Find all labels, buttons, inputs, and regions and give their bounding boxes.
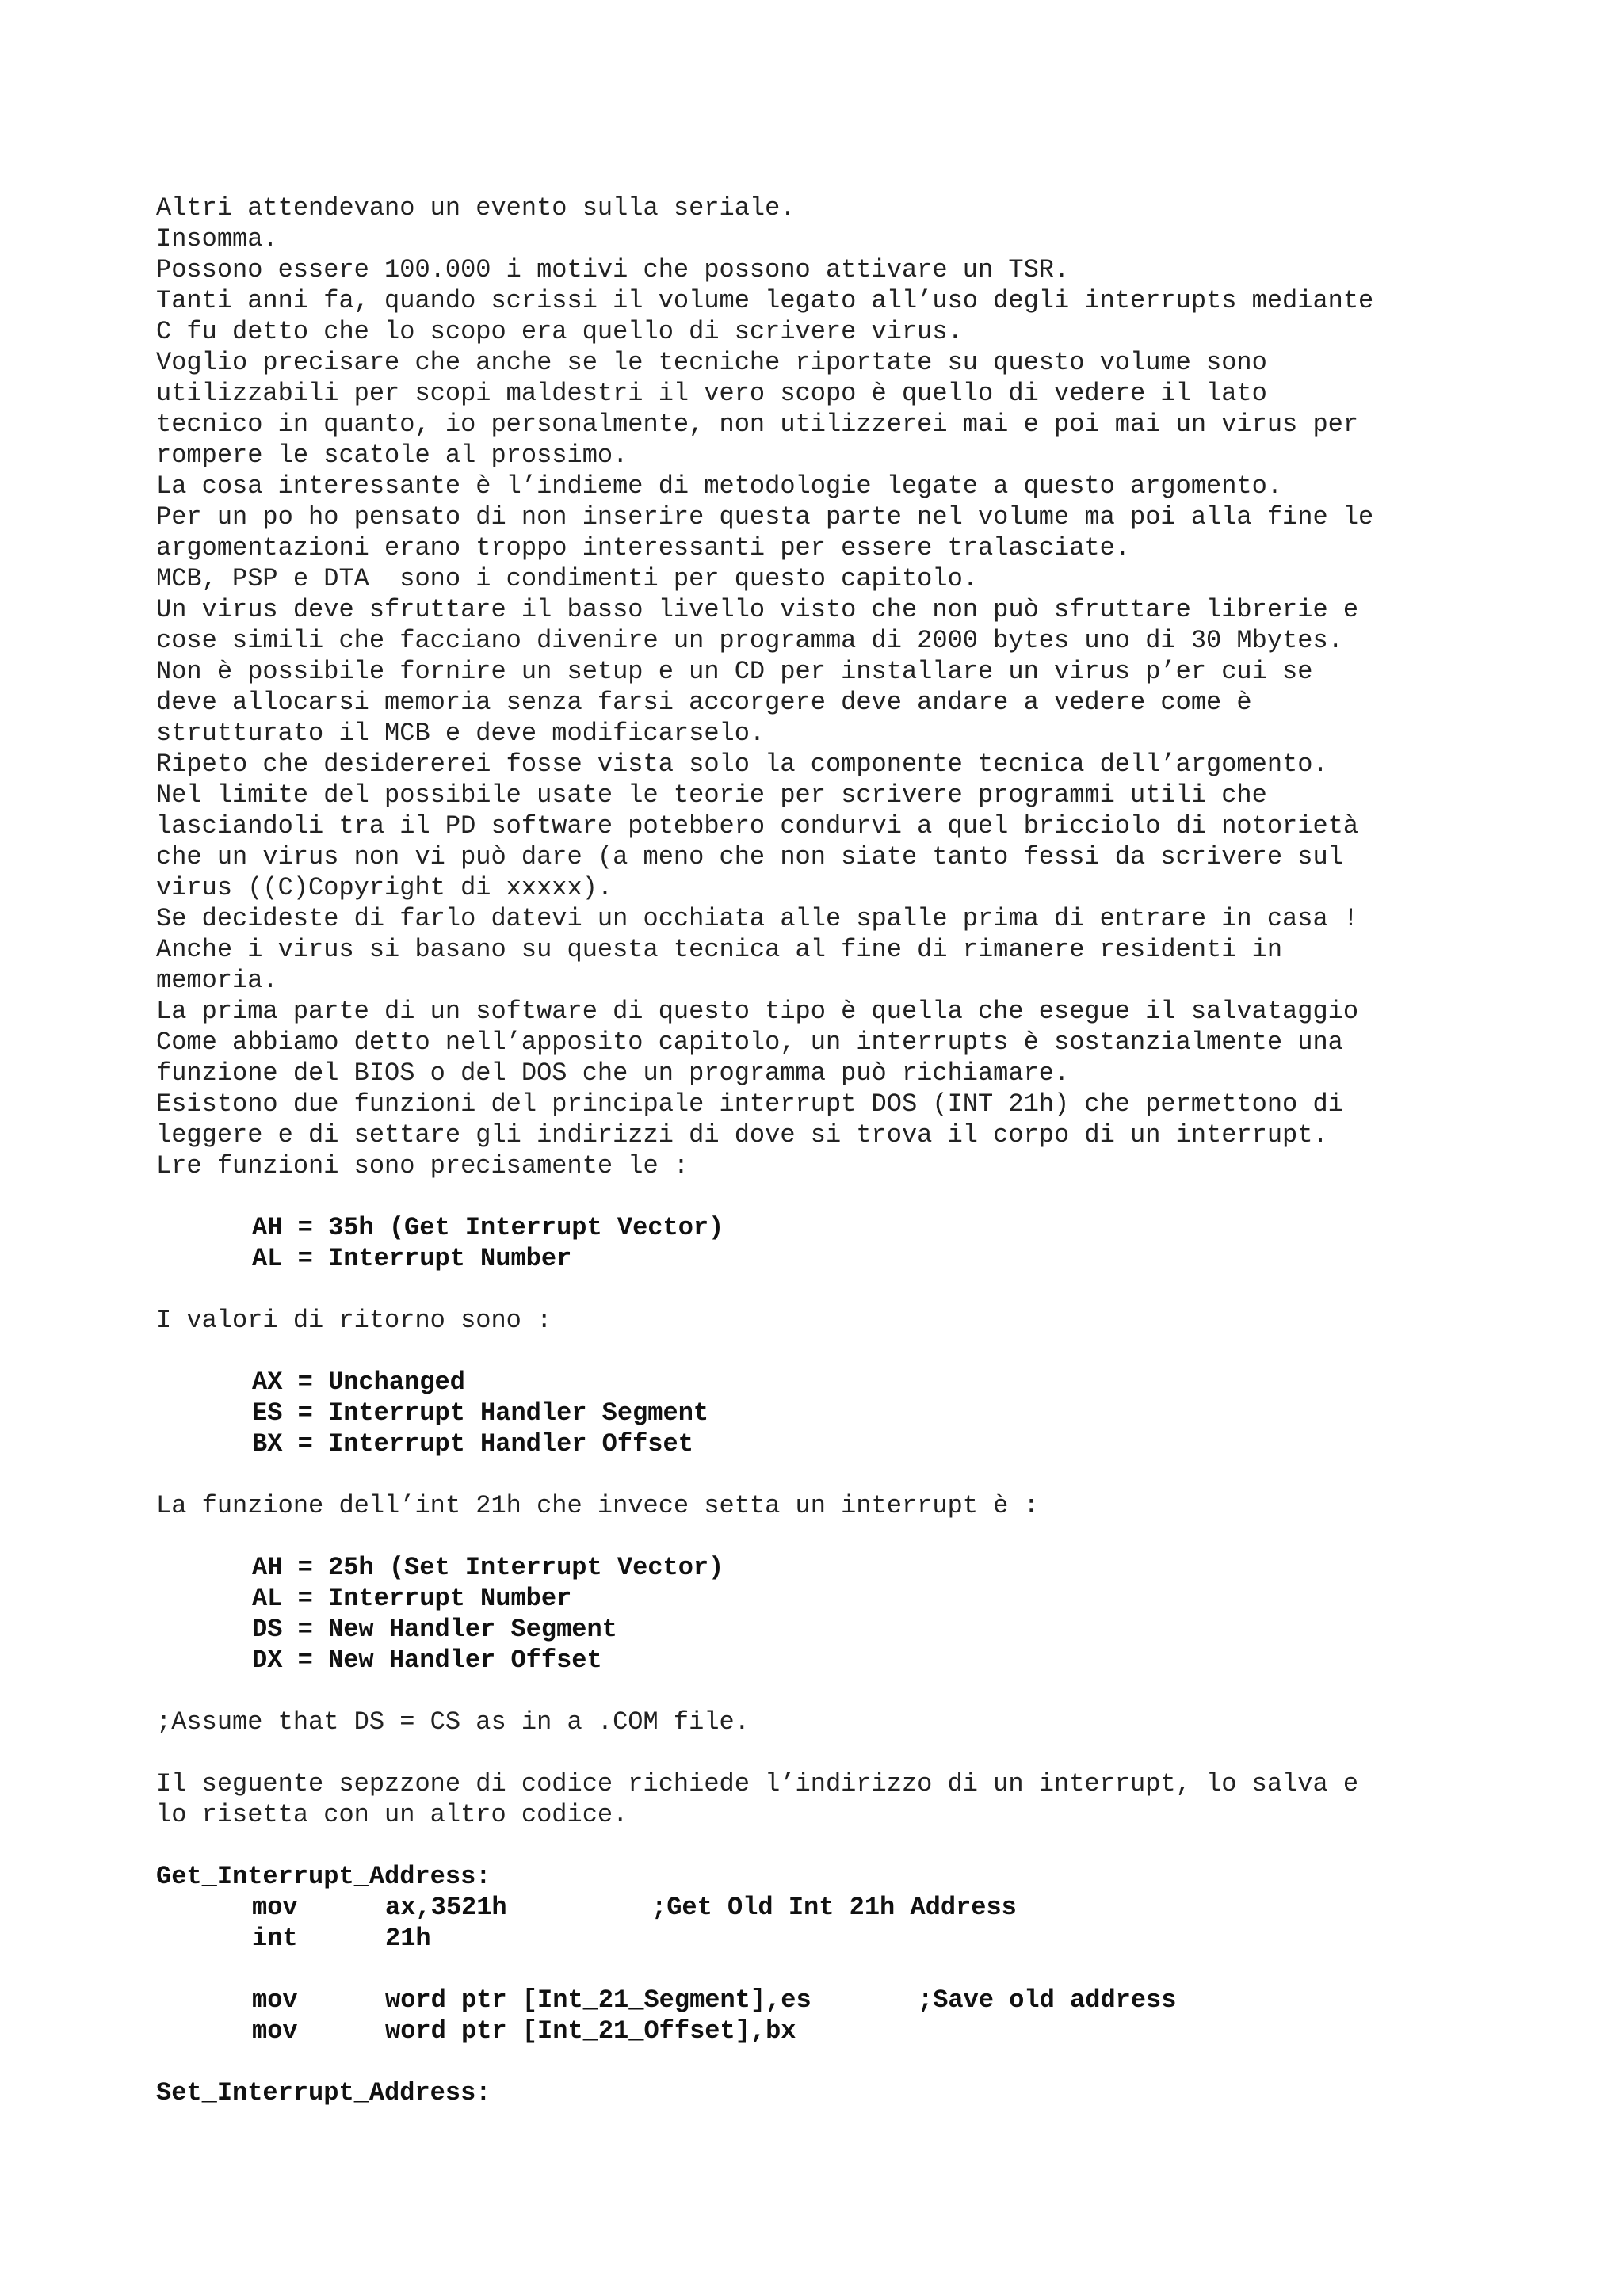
code-operand: ax,3521h [385,1893,507,1922]
get-vector-params [156,1212,1519,1274]
spacer [156,1274,1519,1305]
text-line: Non è possibile fornire un setup e un CD per installare un virus p’er cui se [156,657,1313,686]
text-line: Altri attendevano un evento sulla seriale. [156,193,796,223]
spacer [156,1181,1519,1212]
code-line [156,1923,1519,1954]
text-line: Ripeto che desidererei fosse vista solo la componente tecnica dell’argomento. [156,749,1328,779]
param-line: DX = New Handler Offset [252,1646,602,1675]
text-line: virus ((C)Copyright di xxxxx). [156,873,613,902]
text-line: funzione del BIOS o del DOS che un programma può richiamare. [156,1058,1070,1088]
code-label-get: Get_Interrupt_Address: [156,1862,491,1891]
param-line: AH = 25h (Set Interrupt Vector) [252,1553,724,1582]
code-line [156,1985,1519,2016]
text-line: Esistono due funzioni del principale interrupt DOS (INT 21h) che permettono di [156,1089,1343,1119]
code-operand: word ptr [Int_21_Offset],bx [385,2016,796,2046]
code-operand: 21h [385,1924,431,1953]
param-line: AH = 35h (Get Interrupt Vector) [252,1213,724,1242]
text-line: Lre funzioni sono precisamente le : [156,1151,689,1180]
text-line: Tanti anni fa, quando scrissi il volume legato all’uso degli interrupts mediante [156,286,1374,315]
document-page [156,193,1519,2108]
param-line: ES = Interrupt Handler Segment [252,1398,709,1428]
code-label-set: Set_Interrupt_Address: [156,2078,491,2107]
spacer [156,1676,1519,1707]
code-line [156,2016,1519,2046]
code-block [156,1861,1519,2108]
param-line: DS = New Handler Segment [252,1615,617,1644]
assume-comment: ;Assume that DS = CS as in a .COM file. [156,1707,750,1737]
code-opcode: mov [252,1893,298,1922]
code-opcode: int [252,1924,298,1953]
param-line: AL = Interrupt Number [252,1244,572,1273]
spacer [156,1954,1519,1985]
code-operand: word ptr [Int_21_Segment],es [385,1985,812,2015]
text-line: Se decideste di farlo datevi un occhiata alle spalle prima di entrare in casa ! [156,904,1359,933]
text-line: Voglio precisare che anche se le tecniche riportate su questo volume sono [156,348,1267,377]
code-opcode: mov [252,2016,298,2046]
text-line: Nel limite del possibile usate le teorie per scrivere programmi utili che [156,780,1267,810]
set-function-intro: La funzione dell’int 21h che invece setta un interrupt è : [156,1491,1039,1520]
text-line: deve allocarsi memoria senza farsi accorgere deve andare a vedere come è [156,688,1252,717]
text-line: rompere le scatole al prossimo. [156,441,628,470]
spacer [156,2046,1519,2077]
text-line: lo risetta con un altro codice. [156,1800,628,1829]
code-comment: ;Save old address [918,1985,1177,2015]
code-intro [156,1768,1519,1830]
spacer [156,1830,1519,1861]
text-line: Possono essere 100.000 i motivi che possono attivare un TSR. [156,255,1070,284]
spacer [156,1737,1519,1768]
text-line: argomentazioni erano troppo interessanti per essere tralasciate. [156,533,1130,563]
param-line: BX = Interrupt Handler Offset [252,1429,693,1459]
param-line: AX = Unchanged [252,1367,465,1397]
code-line [156,1892,1519,1923]
return-values-intro: I valori di ritorno sono : [156,1306,552,1335]
intro-paragraph [156,193,1519,1181]
text-line: Anche i virus si basano su questa tecnica al fine di rimanere residenti in [156,935,1283,964]
text-line: tecnico in quanto, io personalmente, non utilizzerei mai e poi mai un virus per [156,410,1359,439]
text-line: memoria. [156,966,278,995]
spacer [156,1336,1519,1367]
param-line: AL = Interrupt Number [252,1584,572,1613]
text-line: cose simili che facciano divenire un programma di 2000 bytes uno di 30 Mbytes. [156,626,1343,655]
text-line: leggere e di settare gli indirizzi di dove si trova il corpo di un interrupt. [156,1120,1328,1150]
text-line: MCB, PSP e DTA sono i condimenti per questo capitolo. [156,564,978,593]
text-line: Per un po ho pensato di non inserire questa parte nel volume ma poi alla fine le [156,502,1374,532]
text-line: C fu detto che lo scopo era quello di scrivere virus. [156,317,963,346]
text-line: Insomma. [156,224,278,254]
spacer [156,1521,1519,1552]
code-comment: ;Get Old Int 21h Address [651,1893,1017,1922]
text-line: lasciandoli tra il PD software potebbero condurvi a quel bricciolo di notorietà [156,811,1359,841]
text-line: La cosa interessante è l’indieme di metodologie legate a questo argomento. [156,471,1283,501]
text-line: che un virus non vi può dare (a meno che non siate tanto fessi da scrivere sul [156,842,1343,871]
return-values [156,1367,1519,1459]
text-line: Come abbiamo detto nell’apposito capitolo, un interrupts è sostanzialmente una [156,1028,1343,1057]
text-line: Il seguente sepzzone di codice richiede l’indirizzo di un interrupt, lo salva e [156,1769,1359,1798]
text-line: La prima parte di un software di questo tipo è quella che esegue il salvataggio [156,997,1359,1026]
spacer [156,1459,1519,1490]
set-vector-params [156,1552,1519,1676]
code-opcode: mov [252,1985,298,2015]
text-line: utilizzabili per scopi maldestri il vero scopo è quello di vedere il lato [156,379,1267,408]
text-line: strutturato il MCB e deve modificarselo. [156,719,766,748]
text-line: Un virus deve sfruttare il basso livello visto che non può sfruttare librerie e [156,595,1359,624]
